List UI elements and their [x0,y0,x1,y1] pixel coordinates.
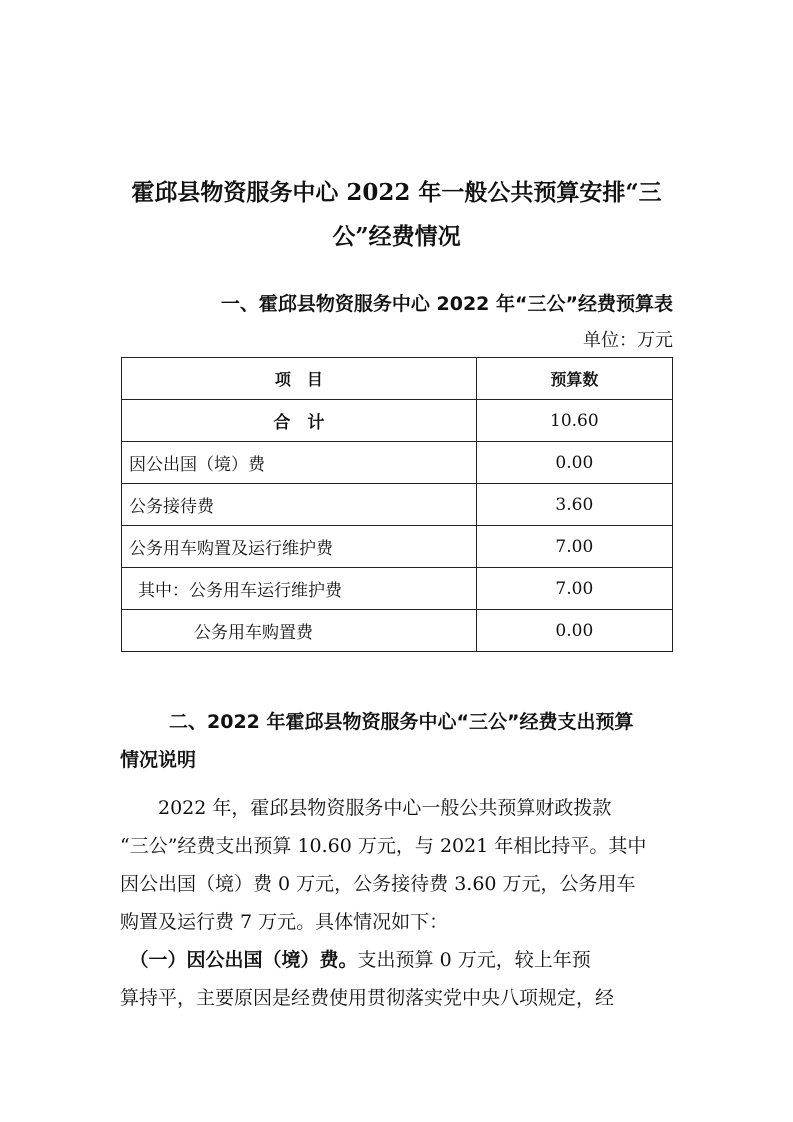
table-row [122,484,673,526]
section-1-heading: 一、霍邱县物资服务中心 2022 年“三公”经费预算表 [220,293,673,315]
row-label: 其中：公务用车运行维护费 [122,568,477,610]
row-value: 0.00 [476,610,672,652]
title-line-2: 公”经费情况 [332,223,461,250]
table-row [122,526,673,568]
section-2-heading [120,703,673,779]
row-value: 7.00 [476,568,672,610]
paragraph-line: “三公”经费支出预算 10.60 万元，与 2021 年相比持平。其中 [120,835,647,857]
paragraph-travel-abroad [120,941,673,1017]
document-title [110,171,683,259]
header-amount: 预算数 [476,358,672,400]
header-item: 项 目 [122,358,477,400]
row-label: 公务用车购置费 [122,610,477,652]
paragraph-line: 因公出国（境）费 0 万元，公务接待费 3.60 万元，公务用车 [120,873,636,895]
paragraph-line-rest: 支出预算 0 万元，较上年预 [357,949,591,971]
unit-label: 单位：万元 [583,330,673,351]
paragraph-line: 2022 年，霍邱县物资服务中心一般公共预算财政拨款 [120,797,612,819]
section-2-heading-line-2: 情况说明 [120,749,197,771]
row-label: 合 计 [122,400,477,442]
title-line-1: 霍邱县物资服务中心 2022 年一般公共预算安排“三 [131,179,662,206]
paragraph-line [120,941,673,979]
table-row [122,610,673,652]
row-value: 7.00 [476,526,672,568]
table-header-row [122,358,673,400]
subheading-travel-abroad: （一）因公出国（境）费。 [139,949,358,971]
row-label: 公务用车购置及运行维护费 [122,526,477,568]
table-row [122,568,673,610]
table-row [122,442,673,484]
row-value: 0.00 [476,442,672,484]
row-value: 3.60 [476,484,672,526]
row-label: 因公出国（境）费 [122,442,477,484]
section-2-heading-line-1: 二、2022 年霍邱县物资服务中心“三公”经费支出预算 [169,711,634,733]
paragraph-overview [120,789,673,941]
row-value: 10.60 [476,400,672,442]
row-label: 公务接待费 [122,484,477,526]
paragraph-line: 算持平，主要原因是经费使用贯彻落实党中央八项规定，经 [120,987,615,1009]
table-row [122,400,673,442]
budget-table [121,357,673,652]
paragraph-line: 购置及运行费 7 万元。具体情况如下： [120,911,449,933]
